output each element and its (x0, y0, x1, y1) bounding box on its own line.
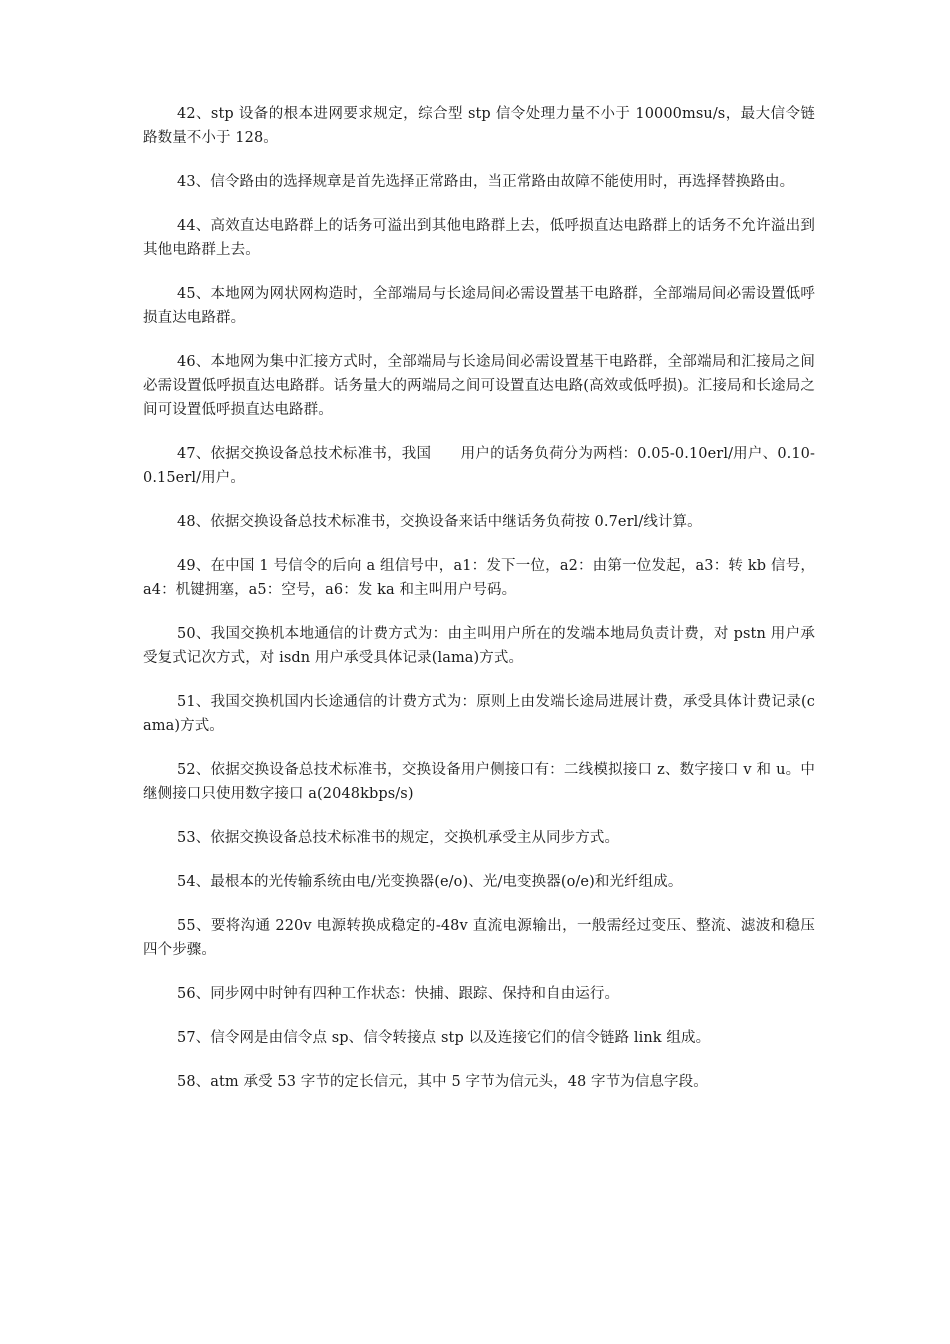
paragraph-54: 54、最根本的光传输系统由电/光变换器(e/o)、光/电变换器(o/e)和光纤组成。 (177, 874, 683, 890)
paragraph-49: 49、在中国 1 号信令的后向 a 组信号中，a1：发下一位，a2：由第一位发起，a3：转 kb 信号，a4：机键拥塞，a5：空号，a6：发 ka 和主叫用户号码。 (143, 558, 815, 598)
paragraph-57: 57、信令网是由信令点 sp、信令转接点 stp 以及连接它们的信令链路 link 组成。 (177, 1030, 711, 1046)
paragraph-48: 48、依据交换设备总技术标准书，交换设备来话中继话务负荷按 0.7erl/线计算。 (177, 514, 702, 530)
paragraph-53: 53、依据交换设备总技术标准书的规定，交换机承受主从同步方式。 (177, 830, 620, 846)
paragraph-43: 43、信令路由的选择规章是首先选择正常路由，当正常路由故障不能使用时，再选择替换路由。 (177, 174, 795, 190)
paragraph-46: 46、本地网为集中汇接方式时，全部端局与长途局间必需设置基干电路群，全部端局和汇接局之间必需设置低呼损直达电路群。话务量大的两端局之间可设置直达电路(高效或低呼损)。汇接局和长途局之间可设置低呼损直达电路群。 (143, 354, 815, 418)
paragraph-52: 52、依据交换设备总技术标准书，交换设备用户侧接口有：二线模拟接口 z、数字接口 v 和 u。中继侧接口只使用数字接口 a(2048kbps/s) (143, 762, 815, 802)
paragraph-42: 42、stp 设备的根本进网要求规定，综合型 stp 信令处理力量不小于 10000msu/s，最大信令链路数量不小于 128。 (143, 106, 815, 146)
paragraph-45: 45、本地网为网状网构造时，全部端局与长途局间必需设置基干电路群，全部端局间必需设置低呼损直达电路群。 (143, 286, 815, 326)
paragraph-51: 51、我国交换机国内长途通信的计费方式为：原则上由发端长途局进展计费，承受具体计费记录(cama)方式。 (143, 694, 815, 734)
paragraph-47: 47、依据交换设备总技术标准书，我国 用户的话务负荷分为两档：0.05-0.10erl/用户、0.10-0.15erl/用户。 (143, 446, 815, 486)
document-body (143, 102, 815, 1114)
paragraph-50: 50、我国交换机本地通信的计费方式为：由主叫用户所在的发端本地局负责计费，对 pstn 用户承受复式记次方式，对 isdn 用户承受具体记录(lama)方式。 (143, 626, 815, 666)
paragraph-58: 58、atm 承受 53 字节的定长信元，其中 5 字节为信元头，48 字节为信息字段。 (177, 1074, 708, 1090)
paragraph-44: 44、高效直达电路群上的话务可溢出到其他电路群上去，低呼损直达电路群上的话务不允许溢出到其他电路群上去。 (143, 218, 815, 258)
paragraph-56: 56、同步网中时钟有四种工作状态：快捕、跟踪、保持和自由运行。 (177, 986, 620, 1002)
paragraph-55: 55、要将沟通 220v 电源转换成稳定的-48v 直流电源输出，一般需经过变压、整流、滤波和稳压四个步骤。 (143, 918, 815, 958)
